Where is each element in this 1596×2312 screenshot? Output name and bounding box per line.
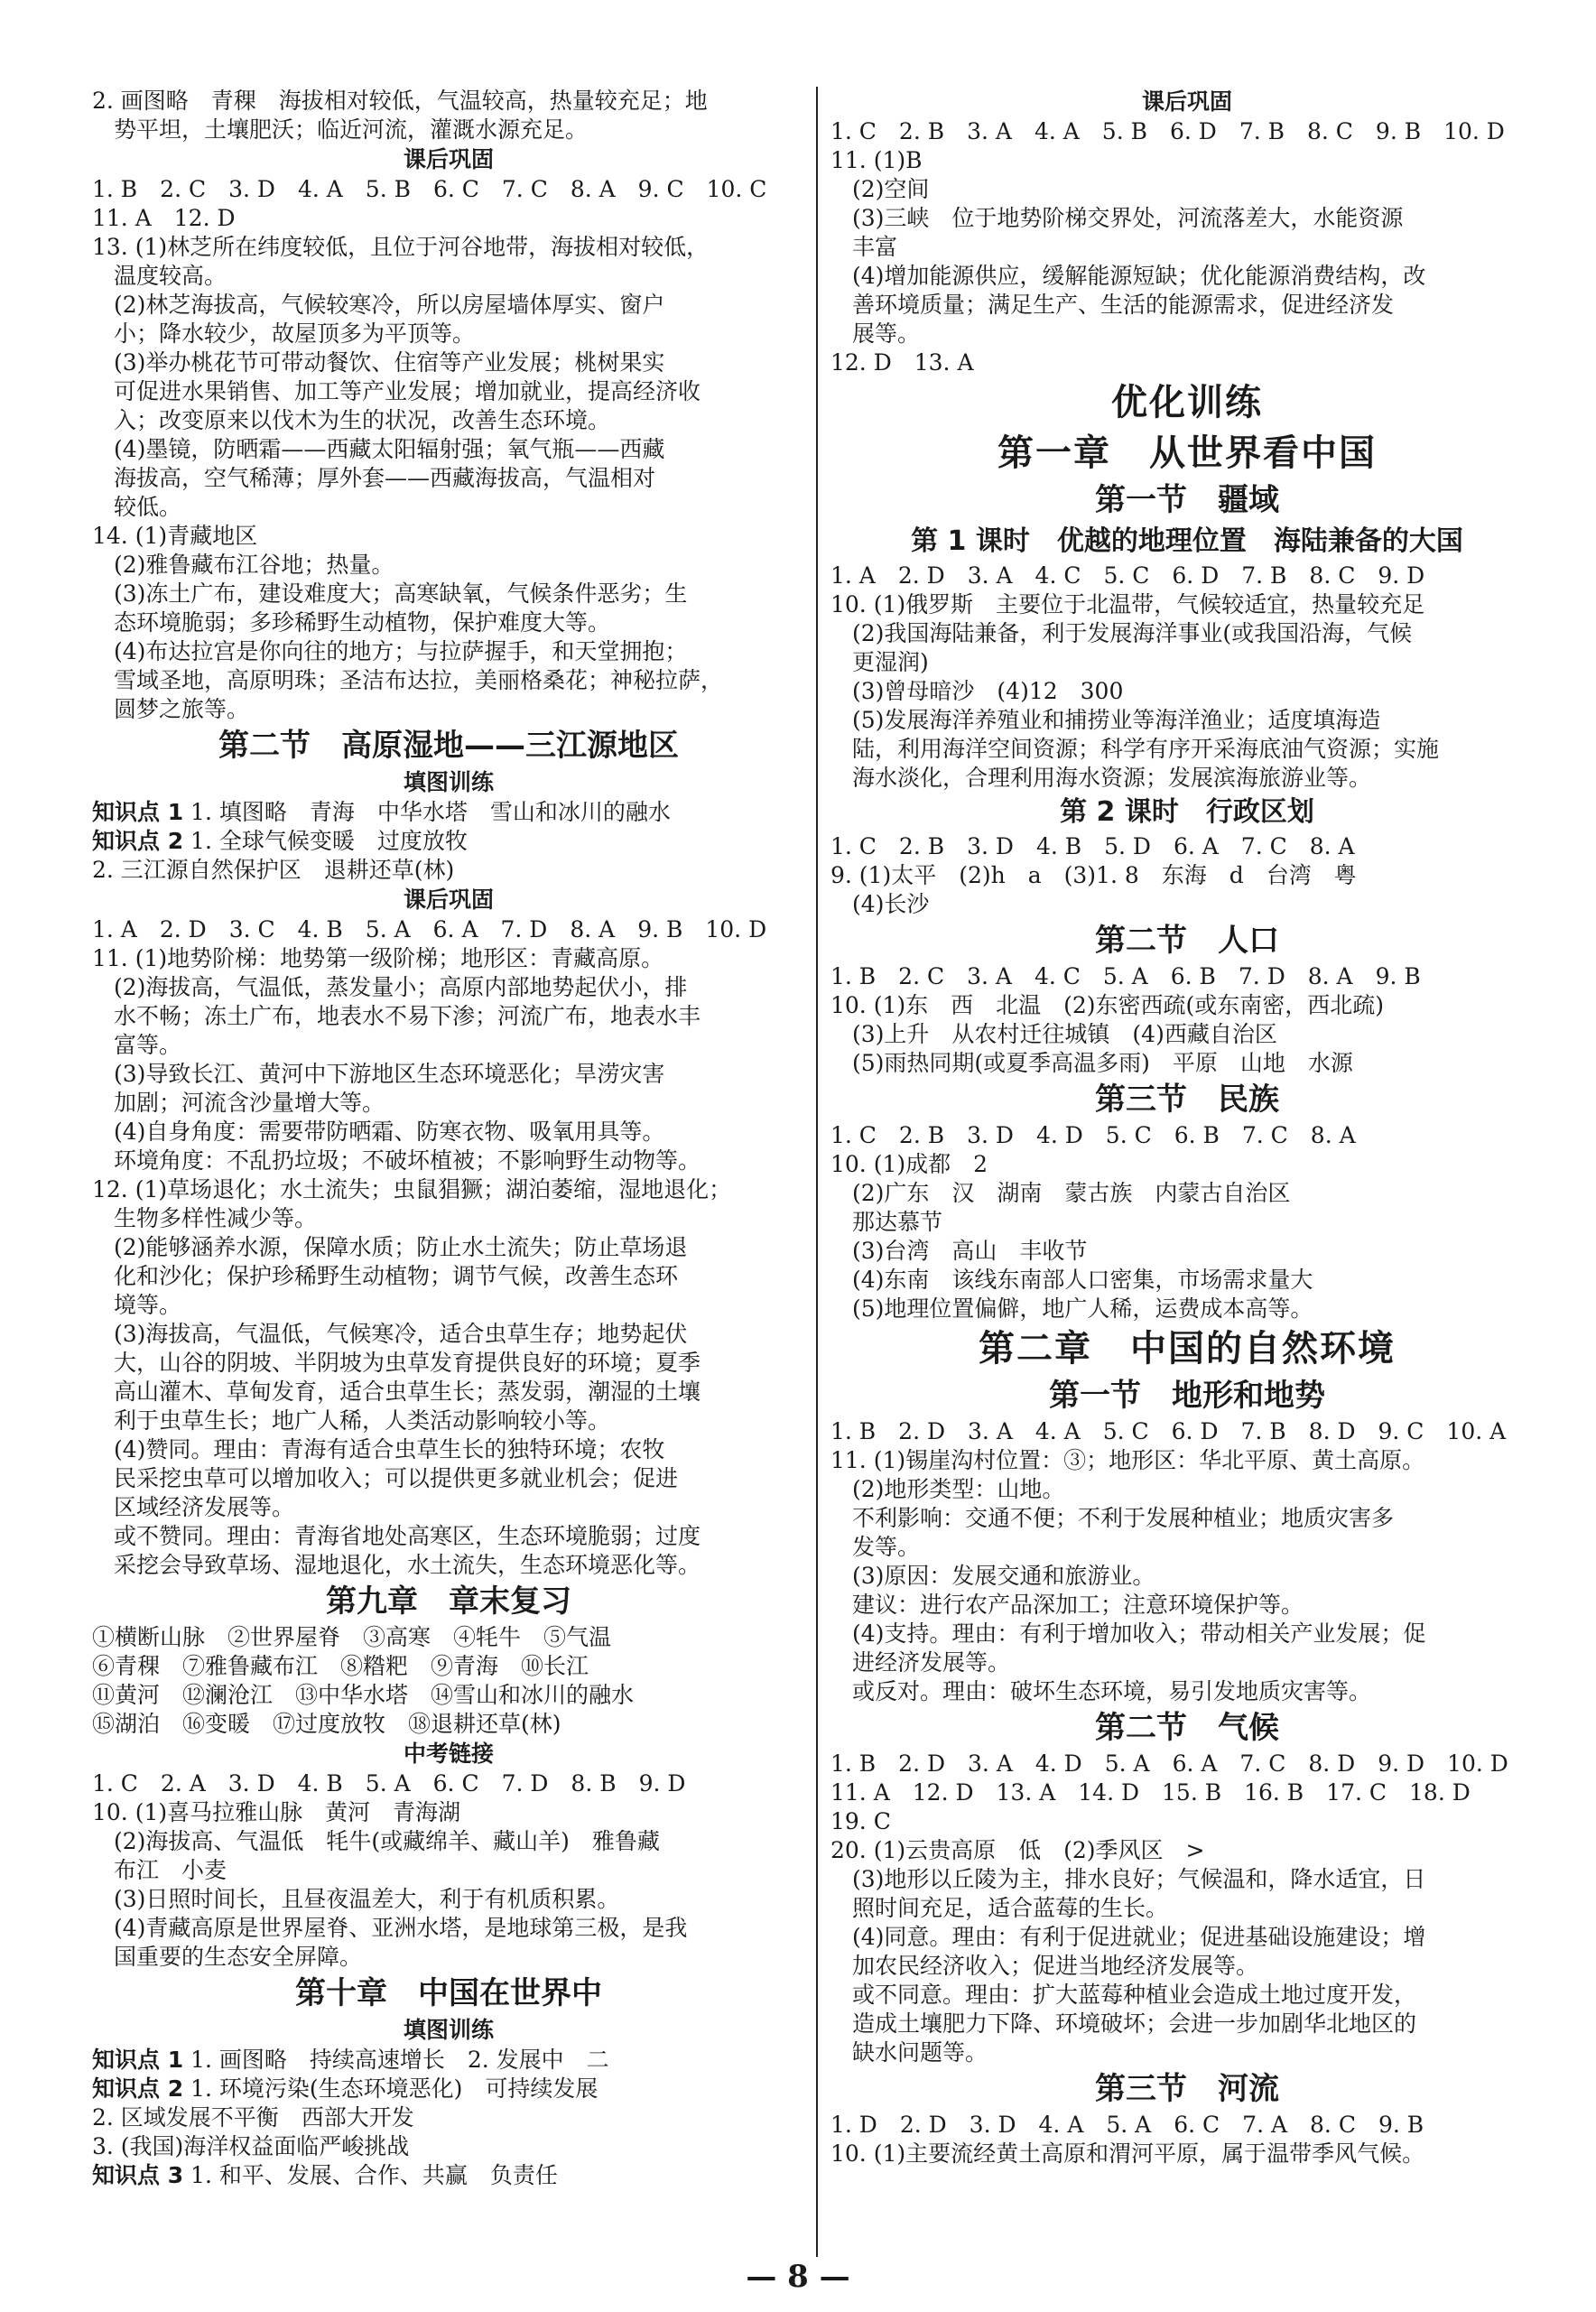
answer-line: 或不同意。理由：扩大蓝莓种植业会造成土地过度开发，: [852, 1982, 1417, 2008]
answer-line: (2)林芝海拔高，气候较寒冷，所以房屋墙体厚实、窗户: [114, 292, 665, 318]
subsection-heading: 课后巩固: [1141, 88, 1232, 115]
answer-line: (3)曾母暗沙 (4)12 300: [852, 678, 1124, 704]
answer-line: (4)同意。理由：有利于促进就业；促进基础设施建设；增: [852, 1924, 1426, 1950]
answer-line: (3)原因：发展交通和旅游业。: [852, 1563, 1155, 1589]
answer-line: 10. (1)成都 2: [830, 1151, 988, 1177]
answer-line: 2. 三江源自然保护区 退耕还草(林): [92, 857, 455, 883]
subsection-heading: 填图训练: [403, 769, 494, 795]
answer-line: 富等。: [114, 1032, 182, 1058]
answer-line: (3)海拔高，气温低，气候寒冷，适合虫草生存；地势起伏: [114, 1321, 688, 1347]
answer-line: 小；降水较少，故屋顶多为平顶等。: [114, 320, 476, 347]
answer-line: 12. D 13. A: [830, 349, 974, 376]
answer-line: 加农民经济收入；促进当地经济发展等。: [852, 1953, 1259, 1979]
knowledge-point-line: [92, 827, 805, 856]
answer-line: 可促进水果销售、加工等产业发展；增加就业，提高经济收: [114, 378, 701, 404]
answer-line: 3. (我国)海洋权益面临严峻挑战: [92, 2133, 410, 2159]
subsection-heading: 课后巩固: [403, 887, 494, 913]
answer-line: (2)雅鲁藏布江谷地；热量。: [114, 552, 394, 578]
answer-line: 海拔高，空气稀薄；厚外套——西藏海拔高，气温相对: [114, 465, 656, 491]
answer-line: 10. (1)俄罗斯 主要位于北温带，气候较适宜，热量较充足: [830, 591, 1425, 617]
chapter-heading: 第二章 中国的自然环境: [979, 1328, 1396, 1370]
answer-line: (4)东南 该线东南部人口密集，市场需求量大: [852, 1267, 1313, 1293]
answer-line: 12. (1)草场退化；水土流失；虫鼠猖獗；湖泊萎缩，湿地退化；: [92, 1176, 732, 1202]
answer-line: (4)布达拉宫是你向往的地方；与拉萨握手，和天堂拥抱；: [114, 638, 688, 664]
answer-line: (2)空间: [852, 176, 930, 202]
answer-line: (2)广东 汉 湖南 蒙古族 内蒙古自治区: [852, 1180, 1291, 1206]
chapter-heading: 第一章 从世界看中国: [998, 432, 1377, 474]
answer-line: 11. (1)地势阶梯：地势第一级阶梯；地形区：青藏高原。: [92, 945, 664, 971]
answer-line: (4)赞同。理由：青海有适合虫草生长的独特环境；农牧: [114, 1436, 665, 1462]
section-heading: 第三节 民族: [1095, 1082, 1279, 1118]
answer-line: (2)地形类型：山地。: [852, 1476, 1065, 1502]
lesson-heading: 第 1 课时 优越的地理位置 海陆兼备的大国: [911, 525, 1463, 557]
answer-line: 11. A 12. D 13. A 14. D 15. B 16. B 17. C 18. D: [830, 1779, 1471, 1806]
section-heading: 第二节 高原湿地——三江源地区: [218, 728, 679, 764]
answer-line: ⑥青稞 ⑦雅鲁藏布江 ⑧糌粑 ⑨青海 ⑩长江: [92, 1653, 589, 1679]
section-heading: 第一节 地形和地势: [1049, 1378, 1325, 1414]
knowledge-point-line: [92, 2075, 805, 2103]
answer-line: 发等。: [852, 1534, 921, 1560]
answer-line: 入；改变原来以伐木为生的状况，改善生态环境。: [114, 407, 611, 433]
answer-line: (4)增加能源供应，缓解能源短缺；优化能源消费结构，改: [852, 263, 1426, 289]
answer-line: (3)日照时间长，且昼夜温差大，利于有机质积累。: [114, 1886, 620, 1912]
answer-line: 区域经济发展等。: [114, 1494, 295, 1520]
answer-line: (3)上升 从农村迁往城镇 (4)西藏自治区: [852, 1021, 1277, 1047]
answer-line: 那达慕节: [852, 1209, 943, 1235]
answer-line: 雪域圣地，高原明珠；圣洁布达拉，美丽格桑花；神秘拉萨，: [114, 667, 724, 693]
answer-line: 1. B 2. C 3. A 4. C 5. A 6. B 7. D 8. A 9. B: [830, 963, 1421, 989]
answer-line: 丰富: [852, 234, 898, 260]
answer-line: 10. (1)主要流经黄土高原和渭河平原，属于温带季风气候。: [830, 2140, 1425, 2167]
answer-line: 1. C 2. A 3. D 4. B 5. A 6. C 7. D 8. B 9. D: [92, 1770, 686, 1797]
knowledge-point-label: 知识点 1: [92, 799, 184, 825]
answer-line: (2)能够涵养水源，保障水质；防止水土流失；防止草场退: [114, 1234, 688, 1260]
answer-line: 11. (1)锡崖沟村位置：③；地形区：华北平原、黄土高原。: [830, 1447, 1425, 1473]
answer-line: 环境角度：不乱扔垃圾；不破坏植被；不影响野生动物等。: [114, 1147, 701, 1174]
answer-line: (5)发展海洋养殖业和捕捞业等海洋渔业；适度填海造: [852, 707, 1381, 733]
answer-line: (3)地形以丘陵为主，排水良好；气候温和，降水适宜，日: [852, 1866, 1426, 1892]
answer-line: 国重要的生态安全屏障。: [114, 1944, 363, 1970]
answer-line: 10. (1)东 西 北温 (2)东密西疏(或东南密，西北疏): [830, 992, 1385, 1018]
answer-text: 1. 填图略 青海 中华水塔 雪山和冰川的融水: [183, 799, 671, 825]
answer-line: 态环境脆弱；多珍稀野生动植物，保护难度大等。: [114, 609, 611, 636]
subsection-heading: 填图训练: [403, 2017, 494, 2043]
answer-line: (2)海拔高，气温低，蒸发量小；高原内部地势起伏小，排: [114, 974, 688, 1000]
section-heading: 第一节 疆域: [1095, 482, 1279, 518]
subsection-heading: 中考链接: [403, 1741, 494, 1767]
answer-line: (2)我国海陆兼备，利于发展海洋事业(或我国沿海，气候: [852, 620, 1413, 646]
lesson-heading: 第 2 课时 行政区划: [1060, 796, 1314, 828]
subsection-heading: 课后巩固: [403, 146, 494, 172]
answer-line: 更湿润): [852, 649, 929, 675]
answer-line: 2. 画图略 青稞 海拔相对较低，气温较高，热量较充足；地: [92, 88, 708, 114]
answer-text: 1. 环境污染(生态环境恶化) 可持续发展: [183, 2075, 598, 2102]
chapter-heading: 优化训练: [1111, 382, 1263, 423]
answer-line: (3)举办桃花节可带动餐饮、住宿等产业发展；桃树果实: [114, 349, 665, 376]
answer-line: 善环境质量；满足生产、生活的能源需求，促进经济发: [852, 292, 1395, 318]
knowledge-point-line: [92, 2046, 805, 2075]
answer-line: 1. A 2. D 3. C 4. B 5. A 6. A 7. D 8. A 9. B 10. D: [92, 916, 767, 942]
section-heading: 第九章 章末复习: [326, 1583, 571, 1620]
answer-line: 1. A 2. D 3. A 4. C 5. C 6. D 7. B 8. C 9. D: [830, 562, 1425, 589]
answer-line: 14. (1)青藏地区: [92, 523, 258, 549]
answer-line: (4)支持。理由：有利于增加收入；带动相关产业发展；促: [852, 1620, 1426, 1647]
answer-line: 建议：进行农产品深加工；注意环境保护等。: [852, 1592, 1304, 1618]
answer-line: 不利影响：交通不便；不利于发展种植业；地质灾害多: [852, 1505, 1395, 1531]
knowledge-point-label: 知识点 2: [92, 828, 184, 854]
answer-line: 展等。: [852, 320, 921, 347]
section-heading: 第十章 中国在世界中: [295, 1975, 602, 2011]
answer-line: ①横断山脉 ②世界屋脊 ③高寒 ④牦牛 ⑤气温: [92, 1624, 612, 1650]
answer-line: 水不畅；冻土广布，地表水不易下渗；河流广布，地表水丰: [114, 1003, 701, 1029]
answer-line: 大，山谷的阴坡、半阴坡为虫草发育提供良好的环境；夏季: [114, 1350, 701, 1376]
answer-line: 13. (1)林芝所在纬度较低，且位于河谷地带，海拔相对较低，: [92, 234, 710, 260]
answer-line: 加剧；河流含沙量增大等。: [114, 1090, 385, 1116]
answer-line: (3)台湾 高山 丰收节: [852, 1238, 1088, 1264]
answer-line: 11. (1)B: [830, 147, 923, 173]
answer-line: (5)地理位置偏僻，地广人稀，运费成本高等。: [852, 1295, 1313, 1322]
answer-line: 或反对。理由：破坏生态环境，易引发地质灾害等。: [852, 1678, 1372, 1704]
knowledge-point-line: [92, 798, 805, 827]
answer-line: 陆，利用海洋空间资源；科学有序开采海底油气资源；实施: [852, 736, 1440, 762]
answer-line: 1. C 2. B 3. D 4. B 5. D 6. A 7. C 8. A: [830, 833, 1355, 859]
answer-line: 境等。: [114, 1292, 182, 1318]
answer-line: (4)墨镜，防晒霜——西藏太阳辐射强；氧气瓶——西藏: [114, 436, 665, 462]
knowledge-point-label: 知识点 3: [92, 2162, 184, 2188]
answer-line: 势平坦，土壤肥沃；临近河流，灌溉水源充足。: [114, 116, 589, 143]
answer-line: ⑮湖泊 ⑯变暖 ⑰过度放牧 ⑱退耕还草(林): [92, 1711, 561, 1737]
answer-line: (4)自身角度：需要带防晒霜、防寒衣物、吸氧用具等。: [114, 1119, 665, 1145]
answer-line: (3)导致长江、黄河中下游地区生态环境恶化；旱涝灾害: [114, 1061, 665, 1087]
answer-line: 较低。: [114, 494, 182, 520]
answer-line: 2. 区域发展不平衡 西部大开发: [92, 2104, 414, 2131]
answer-line: 9. (1)太平 (2)h a (3)1. 8 东海 d 台湾 粤: [830, 862, 1357, 888]
answer-line: 1. B 2. C 3. D 4. A 5. B 6. C 7. C 8. A 9. C 10. C: [92, 176, 767, 202]
answer-line: 1. B 2. D 3. A 4. D 5. A 6. A 7. C 8. D 9. D 10. D: [830, 1750, 1508, 1777]
answer-line: 布江 小麦: [114, 1857, 227, 1883]
answer-line: 19. C: [830, 1808, 891, 1834]
answer-line: 1. D 2. D 3. D 4. A 5. A 6. C 7. A 8. C 9. B: [830, 2112, 1424, 2138]
answer-line: 民采挖虫草可以增加收入；可以提供更多就业机会；促进: [114, 1465, 679, 1491]
answer-line: 造成土壤肥力下降、环境破坏；会进一步加剧华北地区的: [852, 2010, 1417, 2037]
answer-line: (3)冻土广布，建设难度大；高寒缺氧，气候条件恶劣；生: [114, 580, 688, 607]
answer-line: (5)雨热同期(或夏季高温多雨) 平原 山地 水源: [852, 1050, 1353, 1076]
column-divider: [816, 87, 818, 2257]
left-column: [92, 87, 805, 2190]
knowledge-point-label: 知识点 1: [92, 2047, 184, 2073]
answer-line: 20. (1)云贵高原 低 (2)季风区 >: [830, 1837, 1205, 1863]
right-column: [830, 87, 1544, 2168]
answer-line: 进经济发展等。: [852, 1649, 1011, 1676]
answer-line: (4)青藏高原是世界屋脊、亚洲水塔，是地球第三极，是我: [114, 1915, 688, 1941]
answer-line: 高山灌木、草甸发育，适合虫草生长；蒸发弱，潮湿的土壤: [114, 1379, 701, 1405]
answer-line: 11. A 12. D: [92, 205, 236, 231]
section-heading: 第二节 人口: [1095, 923, 1279, 959]
answer-line: 生物多样性减少等。: [114, 1205, 318, 1231]
answer-line: (3)三峡 位于地势阶梯交界处，河流落差大，水能资源: [852, 205, 1404, 231]
knowledge-point-label: 知识点 2: [92, 2075, 184, 2102]
section-heading: 第二节 气候: [1095, 1710, 1279, 1746]
answer-line: 海水淡化，合理利用海水资源；发展滨海旅游业等。: [852, 765, 1372, 791]
answer-text: 1. 画图略 持续高速增长 2. 发展中 二: [183, 2047, 609, 2073]
answer-line: 温度较高。: [114, 263, 227, 289]
answer-line: 利于虫草生长；地广人稀，人类活动影响较小等。: [114, 1407, 611, 1434]
answer-line: 或不赞同。理由：青海省地处高寒区，生态环境脆弱；过度: [114, 1523, 701, 1549]
knowledge-point-line: [92, 2161, 805, 2190]
page-number: — 8 —: [746, 2259, 850, 2295]
answer-line: 1. C 2. B 3. D 4. D 5. C 6. B 7. C 8. A: [830, 1122, 1356, 1148]
answer-line: 1. C 2. B 3. A 4. A 5. B 6. D 7. B 8. C 9. B 10. D: [830, 118, 1505, 144]
answer-line: 10. (1)喜马拉雅山脉 黄河 青海湖: [92, 1799, 461, 1825]
answer-line: 化和沙化；保护珍稀野生动植物；调节气候，改善生态环: [114, 1263, 679, 1289]
answer-text: 1. 全球气候变暖 过度放牧: [183, 828, 468, 854]
answer-line: 缺水问题等。: [852, 2039, 988, 2066]
answer-line: (2)海拔高、气温低 牦牛(或藏绵羊、藏山羊) 雅鲁藏: [114, 1828, 660, 1854]
answer-line: 采挖会导致草场、湿地退化，水土流失，生态环境恶化等。: [114, 1552, 701, 1578]
answer-line: (4)长沙: [852, 891, 930, 917]
answer-line: 圆梦之旅等。: [114, 696, 250, 722]
answer-line: 1. B 2. D 3. A 4. A 5. C 6. D 7. B 8. D 9. C 10. A: [830, 1418, 1507, 1444]
answer-line: ⑪黄河 ⑫澜沧江 ⑬中华水塔 ⑭雪山和冰川的融水: [92, 1682, 635, 1708]
section-heading: 第三节 河流: [1095, 2071, 1279, 2107]
answer-line: 照时间充足，适合蓝莓的生长。: [852, 1895, 1169, 1921]
answer-text: 1. 和平、发展、合作、共赢 负责任: [183, 2162, 558, 2188]
